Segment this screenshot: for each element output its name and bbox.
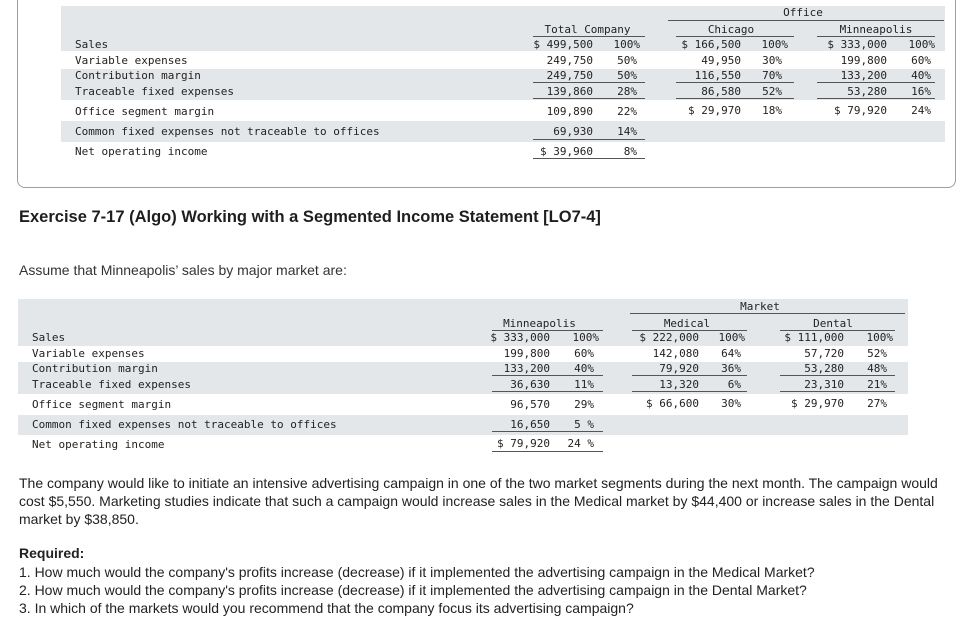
problem-description: The company would like to initiate an intensive advertising campaign in one of the two market segments during the next month. The campaign would cost $5,550. Marketing studies indicate that such a campaign would increase sales in the Medical market by $44,400 or increase sales in the Dental market by $38,850. bbox=[19, 475, 938, 527]
chicago-amount: $ 166,500 bbox=[681, 38, 741, 51]
minneapolis-percent: 100% bbox=[908, 38, 935, 51]
minneapolis-percent: 40% bbox=[574, 362, 594, 375]
column-header-dental: Dental bbox=[813, 317, 853, 330]
row-label: Traceable fixed expenses bbox=[75, 85, 234, 98]
required-item: 2. How much would the company's profits increase (decrease) if it implemented the advertising campaign in the Dental Market? bbox=[19, 582, 807, 598]
medical-percent: 30% bbox=[721, 397, 741, 410]
chicago-amount: 49,950 bbox=[701, 54, 741, 67]
sum-underline bbox=[780, 391, 895, 392]
minneapolis-percent: 29% bbox=[574, 398, 594, 411]
chicago-percent: 100% bbox=[761, 38, 788, 51]
dental-amount: 57,720 bbox=[804, 347, 844, 360]
row-label: Office segment margin bbox=[32, 398, 172, 411]
minneapolis-percent: 24 % bbox=[567, 437, 594, 450]
medical-percent: 6% bbox=[727, 378, 741, 391]
medical-percent: 36% bbox=[721, 362, 741, 375]
sum-underline bbox=[676, 82, 794, 83]
chicago-percent: 52% bbox=[762, 85, 782, 98]
column-header-minneapolis: Minneapolis bbox=[839, 23, 913, 36]
dental-percent: 21% bbox=[867, 378, 887, 391]
sum-underline bbox=[676, 98, 794, 99]
minneapolis-amount: $ 79,920 bbox=[834, 104, 887, 117]
sum-underline bbox=[533, 98, 645, 99]
chicago-amount: $ 29,970 bbox=[688, 104, 741, 117]
minneapolis-percent: 60% bbox=[574, 347, 594, 360]
sum-underline bbox=[533, 139, 645, 140]
row-label: Net operating income bbox=[32, 438, 165, 451]
row-label: Variable expenses bbox=[75, 54, 188, 67]
minneapolis-percent: 60% bbox=[911, 54, 931, 67]
row-label: Office segment margin bbox=[75, 105, 215, 118]
minneapolis-amount: 133,200 bbox=[503, 362, 550, 375]
minneapolis-percent: 16% bbox=[911, 85, 931, 98]
required-item: 1. How much would the company's profits increase (decrease) if it implemented the advertising campaign in the Medical Market? bbox=[19, 564, 815, 580]
total-amount: 249,750 bbox=[546, 54, 593, 67]
minneapolis-percent: 100% bbox=[572, 331, 599, 344]
minneapolis-amount: $ 333,000 bbox=[827, 38, 887, 51]
header-divider bbox=[533, 36, 645, 37]
column-header-medical: Medical bbox=[663, 317, 711, 330]
total-amount: $ 39,960 bbox=[540, 145, 593, 158]
row-label: Sales bbox=[75, 38, 109, 51]
dental-percent: 100% bbox=[866, 331, 893, 344]
minneapolis-amount: 96,570 bbox=[510, 398, 550, 411]
column-header-minneapolis: Minneapolis bbox=[503, 317, 576, 330]
sum-underline bbox=[533, 158, 645, 159]
dental-amount: $ 29,970 bbox=[791, 397, 844, 410]
minneapolis-amount: $ 333,000 bbox=[490, 331, 550, 344]
chicago-percent: 30% bbox=[762, 54, 782, 67]
header-divider bbox=[676, 36, 794, 37]
sum-underline bbox=[817, 98, 935, 99]
medical-percent: 64% bbox=[721, 347, 741, 360]
dental-amount: 23,310 bbox=[804, 378, 844, 391]
sum-underline bbox=[780, 375, 895, 376]
market-group-header: Market bbox=[740, 300, 780, 313]
chicago-percent: 18% bbox=[762, 104, 782, 117]
sum-underline bbox=[492, 451, 603, 452]
total-amount: $ 499,500 bbox=[533, 38, 593, 51]
sum-underline bbox=[492, 391, 603, 392]
total-amount: 139,860 bbox=[546, 85, 593, 98]
row-label: Common fixed expenses not traceable to offices bbox=[32, 418, 337, 431]
row-label: Traceable fixed expenses bbox=[32, 378, 191, 391]
total-amount: 109,890 bbox=[546, 105, 593, 118]
row-label: Contribution margin bbox=[32, 362, 158, 375]
minneapolis-amount: 36,630 bbox=[510, 378, 550, 391]
minneapolis-amount: $ 79,920 bbox=[497, 437, 550, 450]
dental-percent: 27% bbox=[867, 397, 887, 410]
exercise-title: Exercise 7-17 (Algo) Working with a Segmented Income Statement [LO7-4] bbox=[19, 208, 601, 226]
column-header-chicago: Chicago bbox=[707, 23, 755, 36]
row-label: Contribution margin bbox=[75, 69, 201, 82]
minneapolis-amount: 16,650 bbox=[510, 418, 550, 431]
required-heading: Required: bbox=[19, 545, 85, 561]
sum-underline bbox=[492, 431, 603, 432]
minneapolis-percent: 11% bbox=[574, 378, 594, 391]
total-percent: 28% bbox=[617, 85, 637, 98]
chicago-amount: 116,550 bbox=[694, 69, 741, 82]
total-percent: 50% bbox=[617, 69, 637, 82]
office-group-header: Office bbox=[783, 6, 823, 19]
total-percent: 22% bbox=[617, 105, 637, 118]
sum-underline bbox=[492, 375, 603, 376]
minneapolis-percent: 40% bbox=[911, 69, 931, 82]
header-divider bbox=[630, 313, 905, 314]
chicago-percent: 70% bbox=[762, 69, 782, 82]
sum-underline bbox=[632, 375, 747, 376]
sum-underline bbox=[533, 82, 645, 83]
minneapolis-percent: 5 % bbox=[574, 418, 594, 431]
sum-underline bbox=[632, 391, 747, 392]
total-percent: 100% bbox=[613, 38, 640, 51]
total-percent: 14% bbox=[617, 125, 637, 138]
medical-amount: 142,080 bbox=[652, 347, 699, 360]
required-item: 3. In which of the markets would you recommend that the company focus its advertising campaign? bbox=[19, 600, 634, 616]
minneapolis-amount: 133,200 bbox=[840, 69, 887, 82]
medical-percent: 100% bbox=[718, 331, 745, 344]
column-header-total-company: Total Company bbox=[544, 23, 631, 36]
header-divider bbox=[668, 20, 944, 21]
dental-percent: 48% bbox=[867, 362, 887, 375]
dental-amount: $ 111,000 bbox=[784, 331, 844, 344]
minneapolis-percent: 24% bbox=[911, 104, 931, 117]
total-percent: 50% bbox=[617, 54, 637, 67]
header-divider bbox=[817, 36, 935, 37]
medical-amount: 13,320 bbox=[659, 378, 699, 391]
row-label: Common fixed expenses not traceable to offices bbox=[75, 125, 380, 138]
minneapolis-amount: 199,800 bbox=[840, 54, 887, 67]
required-list bbox=[19, 563, 815, 617]
sum-underline bbox=[817, 82, 935, 83]
assumption-text: Assume that Minneapolis’ sales by major market are: bbox=[19, 262, 347, 278]
row-label: Net operating income bbox=[75, 145, 208, 158]
medical-amount: $ 66,600 bbox=[646, 397, 699, 410]
chicago-amount: 86,580 bbox=[701, 85, 741, 98]
medical-amount: $ 222,000 bbox=[639, 331, 699, 344]
total-amount: 69,930 bbox=[553, 125, 593, 138]
row-label: Sales bbox=[32, 331, 66, 344]
minneapolis-amount: 199,800 bbox=[503, 347, 550, 360]
total-amount: 249,750 bbox=[546, 69, 593, 82]
row-label: Variable expenses bbox=[32, 347, 145, 360]
medical-amount: 79,920 bbox=[659, 362, 699, 375]
total-percent: 8% bbox=[623, 145, 637, 158]
dental-amount: 53,280 bbox=[804, 362, 844, 375]
dental-percent: 52% bbox=[867, 347, 887, 360]
minneapolis-amount: 53,280 bbox=[847, 85, 887, 98]
